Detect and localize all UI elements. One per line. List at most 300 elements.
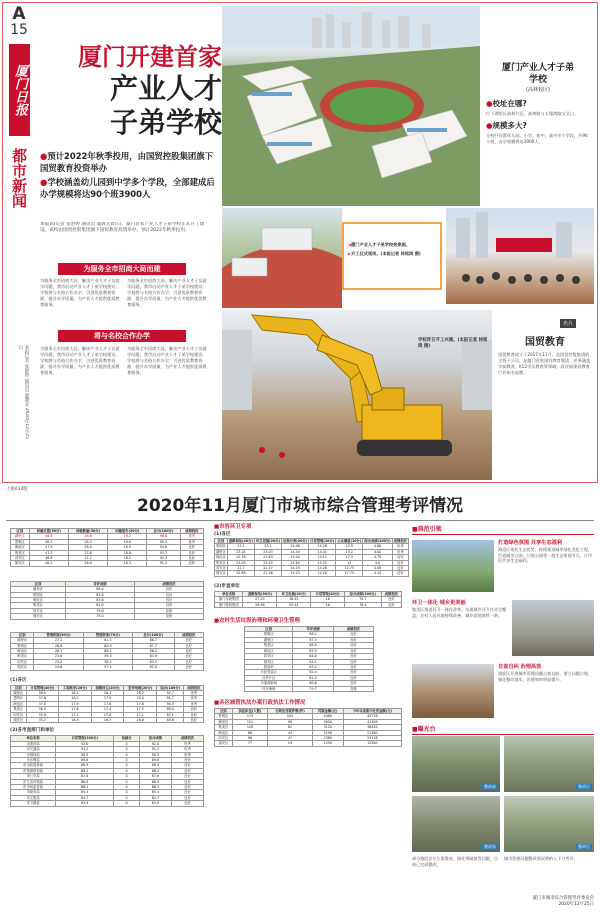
table-cell: 23118 bbox=[343, 735, 401, 740]
table-row bbox=[11, 665, 204, 670]
table-header-cell: 区别 bbox=[11, 632, 34, 637]
table-cell: 14.26 bbox=[309, 544, 336, 549]
ceremony-illustration bbox=[446, 208, 594, 304]
table-cell: 0 bbox=[114, 758, 140, 763]
table-header-cell: 成绩档次 bbox=[180, 529, 204, 534]
table-cell: 85.6 bbox=[157, 717, 184, 722]
table-cell: 良好 bbox=[171, 795, 203, 800]
subhead-2: 将与名校合作办学 bbox=[58, 330, 186, 342]
table-cell: 优秀 bbox=[184, 701, 204, 706]
table-cell: 市卫健委 bbox=[11, 801, 56, 806]
table-cell: 14.62 bbox=[282, 560, 309, 565]
excavator-illustration bbox=[222, 310, 492, 480]
table-row bbox=[215, 602, 402, 607]
table-row bbox=[215, 741, 402, 746]
table-cell: 83.9 bbox=[56, 801, 114, 806]
table-cell: 湖里区 bbox=[11, 534, 30, 539]
table-header-cell: 日常管理(10分) bbox=[310, 539, 335, 543]
table-cell: 16.7 bbox=[91, 717, 124, 722]
table-cell: 良好 bbox=[171, 785, 203, 790]
table-header-cell: 公众满意(10分) bbox=[337, 539, 362, 543]
table-cell: 17.9 bbox=[91, 696, 124, 701]
table-cell: 优秀 bbox=[171, 741, 203, 746]
card-q1: ●校址在哪? bbox=[486, 99, 527, 108]
table-cell: 18.4 bbox=[59, 690, 92, 695]
campus-illustration bbox=[222, 208, 342, 308]
render-illustration bbox=[222, 6, 480, 206]
table-cell: 市交通局 bbox=[11, 747, 56, 752]
table-cell: 84.9 bbox=[133, 654, 174, 659]
table-row bbox=[245, 686, 374, 691]
table-cell: 17.9 bbox=[336, 555, 363, 560]
table-cell: 91.7 bbox=[157, 696, 184, 701]
table-row bbox=[245, 670, 374, 675]
table-cell: 88.9 bbox=[139, 763, 171, 768]
table-cell: 86 bbox=[232, 730, 268, 735]
table-row bbox=[11, 561, 204, 566]
body-col-3: 为服务全市招商大局，解决产业人才子女就学问题，我市启动产业人才子弟学校建设。学校将与名校合作办学，引进优质教育资源，提升办学质量，为产业人才提供优质教育服务。 bbox=[40, 346, 120, 375]
table-cell: 12.75 bbox=[336, 566, 363, 571]
card-a1: 位于湖里区高林片区，高林路与五缘湾路交叉口。 bbox=[486, 111, 579, 116]
ceremony-caption: ►开工仪式现场。(本报记者 林铭鸿 摄) bbox=[348, 251, 421, 257]
table-header-cell: 区别 bbox=[11, 685, 27, 690]
table-header-cell: 成绩档次 bbox=[393, 539, 407, 543]
table-cell: 48.8 bbox=[29, 534, 68, 539]
table-cell: 良好 bbox=[333, 681, 373, 686]
table-cell: 良好 bbox=[381, 602, 401, 607]
right-block-3 bbox=[498, 664, 594, 717]
right-h3: 自查自纠 治理高效 bbox=[498, 664, 542, 670]
table-header-cell: 考评成绩 bbox=[293, 627, 333, 632]
table-cell: 良好 bbox=[333, 675, 373, 680]
table-cell: 集美区 bbox=[216, 560, 226, 565]
org-text: 国贸教育成立于2017年11月，是国贸控股集团的全资子公司，是厦门首家国有教育集团，业务涵盖学前教育、K12学历教育等领域，获评福建省教育行业知名品牌。 bbox=[498, 352, 591, 375]
exposure-text-2: 城市管理问题整改情况将纳入下月考评。 bbox=[504, 856, 578, 861]
table-cell: 良好 bbox=[174, 643, 203, 648]
right-h1: 打造绿色氛围 共享生态福利 bbox=[498, 540, 563, 546]
table-header-cell: 区别 bbox=[215, 708, 233, 713]
table-cell: 及格 bbox=[134, 614, 203, 619]
table-cell: 96 bbox=[232, 735, 268, 740]
table-cell: 22.47 bbox=[254, 566, 281, 571]
page-number: A 15 bbox=[10, 4, 28, 38]
table-header-cell: 日常管理(100分) bbox=[56, 736, 114, 741]
table-cell: 79.7 bbox=[345, 597, 382, 602]
table-cell: 85.4 bbox=[139, 790, 171, 795]
body-col-2: 为服务全市招商大局，解决产业人才子女就学问题，我市启动产业人才子弟学校建设。学校将与名校合作办学，引进优质教育资源，提升办学质量，为产业人才提供优质教育服务。 bbox=[127, 278, 207, 307]
table-cell: 海沧区 bbox=[245, 648, 293, 653]
continued-from: 上接A14版 bbox=[6, 487, 28, 492]
table-cell: 0 bbox=[114, 768, 140, 773]
table-cell: 23.03 bbox=[254, 549, 281, 554]
table-cell: 41209 bbox=[343, 719, 401, 724]
table-cell: 0 bbox=[114, 795, 140, 800]
table-cell: 思明区 bbox=[11, 696, 27, 701]
table-cell: 湖里区 bbox=[215, 719, 233, 724]
table-cell: 87.7 bbox=[133, 643, 174, 648]
table-cell: 马銮湾新城 bbox=[245, 681, 293, 686]
table-cell: 173 bbox=[232, 714, 268, 719]
table-cell: 14.41 bbox=[309, 549, 336, 554]
table-cell: 4.79 bbox=[363, 555, 392, 560]
subhead-1: 为服务全市招商大局而建 bbox=[58, 263, 186, 275]
table-cell: 厦门市政集团 bbox=[215, 597, 243, 602]
body-col-4: 为服务全市招商大局，解决产业人才子女就学问题，我市启动产业人才子弟学校建设。学校将与名校合作办学，引进优质教育资源，提升办学质量，为产业人才提供优质教育服务。 bbox=[127, 346, 207, 375]
headline-line3: 子弟学校 bbox=[109, 106, 222, 139]
table-header-cell: 问题处置(50分) bbox=[29, 529, 68, 534]
table-header-cell: 管理机制(30分) bbox=[34, 632, 83, 637]
table-cell: 良好 bbox=[392, 566, 408, 571]
table-cell: 市文旅局 bbox=[11, 795, 56, 800]
table-cell: 优秀 bbox=[171, 752, 203, 757]
school-card bbox=[482, 6, 594, 236]
table-cell: 28.0 bbox=[68, 545, 107, 550]
table-cell: 海沧区 bbox=[11, 648, 34, 653]
table-cell: 2150 bbox=[312, 730, 343, 735]
table-cell: 45776 bbox=[343, 714, 401, 719]
table-cell: 24.6 bbox=[34, 665, 83, 670]
table-cell: 良好 bbox=[134, 587, 203, 592]
table-cell: 良好 bbox=[392, 571, 408, 576]
table-cell: 同安区 bbox=[245, 654, 293, 659]
table-cell: 思明区 bbox=[245, 632, 293, 637]
table-cell: 良好 bbox=[171, 774, 203, 779]
table-header-cell: 成绩档次 bbox=[171, 736, 203, 741]
table-cell: 良好 bbox=[171, 763, 203, 768]
table-cell: 市园林局 bbox=[11, 752, 56, 757]
table-cell: 思明区 bbox=[11, 643, 34, 648]
table-cell: 优秀 bbox=[392, 544, 408, 549]
table-header-cell: 区别 bbox=[11, 581, 66, 586]
table-cell: 17.6 bbox=[91, 701, 124, 706]
byline-vertical: 本报记者 张舒婷 通讯员 厦教宣 2020年12月25日 bbox=[18, 345, 29, 439]
body-col-1: 为服务全市招商大局，解决产业人才子女就学问题，我市启动产业人才子弟学校建设。学校将与名校合作办学，引进优质教育资源，提升办学质量，为产业人才提供优质教育服务。 bbox=[40, 278, 120, 307]
table-cell: 集美区 bbox=[11, 603, 66, 608]
table-cell: 1250 bbox=[312, 741, 343, 746]
table-cell: 91.3 bbox=[147, 561, 180, 566]
table-cell: 良好 bbox=[171, 779, 203, 784]
table-row bbox=[11, 801, 204, 806]
table-cell: 90.5 bbox=[56, 752, 114, 757]
table-cell: 151 bbox=[232, 719, 268, 724]
table-header-cell: 工地秩序(20分) bbox=[59, 685, 92, 690]
table-header-cell: 行政处罚案件数(件) bbox=[268, 708, 313, 713]
table-header-row bbox=[11, 685, 204, 690]
table-cell: 良好 bbox=[184, 717, 204, 722]
table-header-cell: 加减分 bbox=[114, 736, 140, 741]
table-cell: 27.2 bbox=[34, 638, 83, 643]
table-cell: 18.1 bbox=[91, 690, 124, 695]
table-header-cell: 道路保洁(50分) bbox=[243, 591, 277, 596]
right-photo-3 bbox=[412, 664, 494, 718]
exposure-text-1: 部分路段存在垃圾堆放、绿化带破损等问题，目前已完成整改。 bbox=[412, 856, 498, 867]
table-header-cell: 成绩档次 bbox=[134, 581, 203, 586]
table-cell: 92.7 bbox=[157, 690, 184, 695]
lead-paragraph: 本报讯(记者 张舒婷 通讯员 厦教宣)昨日，厦门首家产业人才子弟学校正式开工建设。该校由国贸控股集团旗下国贸教育投资举办，预计2022年秋季投用。 bbox=[40, 222, 205, 234]
table-cell: 14.18 bbox=[309, 571, 336, 576]
table-cell: 128 bbox=[232, 725, 268, 730]
table-cell: 79.6 bbox=[65, 608, 134, 613]
table-cell: 27.2 bbox=[68, 556, 107, 561]
org-card bbox=[498, 310, 592, 440]
table-cell: 57.4 bbox=[83, 665, 132, 670]
table-cell: 翔安区 bbox=[11, 717, 27, 722]
table-cell: 同安区 bbox=[11, 659, 34, 664]
table-cell: 良好 bbox=[171, 768, 203, 773]
org-title: 国贸教育 bbox=[525, 337, 565, 348]
table-cell: 61.5 bbox=[83, 638, 132, 643]
table-cell: 86.9 bbox=[139, 779, 171, 784]
headline bbox=[46, 42, 222, 140]
right-photo-2 bbox=[512, 600, 594, 656]
table-cell: 良好 bbox=[171, 758, 203, 763]
table-cell: 93.7 bbox=[147, 550, 180, 555]
table-header-cell: 综合(100分) bbox=[157, 685, 184, 690]
table-cell: 市水利局 bbox=[11, 758, 56, 763]
table-cell: 90.5 bbox=[139, 752, 171, 757]
table-row bbox=[245, 659, 374, 664]
right-block-2 bbox=[412, 600, 508, 651]
table-cell: 105 bbox=[268, 714, 313, 719]
table-header-cell: 综合成绩(100分) bbox=[364, 539, 391, 543]
table-row bbox=[245, 632, 374, 637]
table-cell: 良好 bbox=[392, 560, 408, 565]
table-cell: 良好 bbox=[174, 638, 203, 643]
table-cell: 良好 bbox=[174, 659, 203, 664]
table-cell: 22.83 bbox=[254, 555, 281, 560]
table-header-cell: 问题报告(20分) bbox=[108, 529, 147, 534]
table-cell: 良好 bbox=[333, 637, 373, 642]
ceremony-photo bbox=[446, 208, 594, 304]
right-header: ■典范引领 bbox=[412, 524, 594, 535]
table-header-cell: 道路保洁(40分) bbox=[228, 539, 253, 543]
card-q2: ●规模多大? bbox=[486, 121, 527, 130]
table-cell: 17.75 bbox=[336, 571, 363, 576]
table-rural bbox=[244, 626, 374, 692]
table-cell: 17.0 bbox=[91, 712, 124, 717]
table-cell: 86.8 bbox=[293, 643, 333, 648]
table-cell: 4.0 bbox=[363, 560, 392, 565]
table-cell: 良好 bbox=[180, 556, 204, 561]
table-cell: 优秀 bbox=[180, 534, 204, 539]
table-cell: 海沧区 bbox=[11, 598, 66, 603]
table-row bbox=[245, 648, 374, 653]
table-cell: 良好 bbox=[174, 654, 203, 659]
section-env: ■市容环卫专项 bbox=[214, 524, 252, 530]
table-cell: 0 bbox=[114, 779, 140, 784]
table-cell: 翔安区 bbox=[11, 665, 34, 670]
table-cell: 12500 bbox=[343, 741, 401, 746]
table-cell: 25.6 bbox=[34, 654, 83, 659]
table-cell: 85.9 bbox=[293, 648, 333, 653]
table-header-cell: 今年以来累计处罚金额(元) bbox=[343, 708, 401, 713]
table-cell: 94.8 bbox=[147, 545, 180, 550]
table-cell: 良好 bbox=[171, 801, 203, 806]
table-cell: 86.0 bbox=[65, 587, 134, 592]
table-cell: 4.88 bbox=[363, 544, 392, 549]
exposure-photo-3: 整改前 bbox=[412, 796, 500, 852]
paper-logo: 厦门日报 bbox=[9, 44, 30, 136]
headline-line2: 产业人才 bbox=[109, 72, 222, 105]
table-cell: 0 bbox=[114, 741, 140, 746]
table-cell: 海沧区 bbox=[11, 701, 27, 706]
table-cell: 22.7 bbox=[227, 566, 254, 571]
table-cell: 市资源规划局 bbox=[11, 768, 56, 773]
table-cell: 92.0 bbox=[139, 741, 171, 746]
table-cell: 18.2 bbox=[124, 690, 157, 695]
table-cell: 47.3 bbox=[29, 550, 68, 555]
table-cell: 21260 bbox=[343, 730, 401, 735]
table-cell: 良好 bbox=[333, 643, 373, 648]
table-cell: 12 bbox=[336, 560, 363, 565]
right-t1: 海沧区依托生态优势，持续推进城市绿化美化工程，打造城市公园、口袋公园等一批生态景观节点，让市民共享生态福利。 bbox=[498, 547, 593, 564]
table-cell: 海沧区 bbox=[215, 730, 233, 735]
table-header-cell: 综合成绩 bbox=[139, 736, 171, 741]
summary-item: ●预计2022年秋季投用，由国贸控股集团旗下国贸教育投资举办 bbox=[40, 151, 213, 173]
table-enforce bbox=[214, 708, 402, 747]
table-cell: 27.6 bbox=[68, 550, 107, 555]
table-cell: 同安区 bbox=[215, 735, 233, 740]
right-h2: 环卫一体化 城乡更美丽 bbox=[412, 600, 466, 606]
table-header-cell: 成绩档次 bbox=[174, 632, 203, 637]
table-cell: 良好 bbox=[184, 712, 204, 717]
table-cell: 35.44 bbox=[277, 602, 311, 607]
summary bbox=[40, 150, 218, 200]
table-cell: 翔安区 bbox=[245, 659, 293, 664]
table-row bbox=[11, 614, 204, 619]
table-cell: 良好 bbox=[174, 648, 203, 653]
table-cell: 海沧区 bbox=[11, 545, 30, 550]
card-title: 厦门产业人才子弟学校 bbox=[501, 63, 574, 85]
table-header-cell: 区别 bbox=[11, 529, 30, 534]
table-cell: 湖里区 bbox=[11, 690, 27, 695]
table-cell: 82 bbox=[268, 725, 313, 730]
table-cell: 海沧区 bbox=[216, 555, 226, 560]
table-cell: 26.1 bbox=[34, 648, 83, 653]
table-cell: 82.0 bbox=[65, 603, 134, 608]
table-header-cell: 区别 bbox=[215, 539, 228, 544]
table-cell: 92.5 bbox=[147, 556, 180, 561]
table-header-cell: 单位名称 bbox=[215, 591, 243, 596]
table-cell: 22.78 bbox=[227, 555, 254, 560]
table-cell: 26.9 bbox=[68, 561, 107, 566]
left-column bbox=[10, 528, 204, 807]
table-cell: 同安区 bbox=[216, 566, 226, 571]
table-cell: 集美区 bbox=[245, 643, 293, 648]
table-cell: 22.36 bbox=[254, 571, 281, 576]
table-cell: 22.69 bbox=[227, 571, 254, 576]
table-cell: 集美区 bbox=[11, 550, 30, 555]
table-cell: 及格 bbox=[333, 686, 373, 691]
table-cell: 80.6 bbox=[293, 681, 333, 686]
table-city bbox=[214, 591, 402, 608]
table-cell: 96.6 bbox=[147, 534, 180, 539]
section-rural: ■农村生活垃圾治理和环境卫生管理 bbox=[214, 618, 300, 625]
table-cell: 良好 bbox=[171, 790, 203, 795]
right-t2: 集美区推进环卫一体化改革，实现城乡环卫作业全覆盖，农村人居环境持续改善，城乡面貌焕然一新。 bbox=[412, 607, 507, 618]
table-cell: 自贸片区 bbox=[245, 675, 293, 680]
table-cell: 16.8 bbox=[124, 717, 157, 722]
table-cell: 12.9 bbox=[336, 544, 363, 549]
table-cell: 良好 bbox=[180, 545, 204, 550]
table-cell: 47 bbox=[268, 735, 313, 740]
table-cell: 优秀 bbox=[171, 747, 203, 752]
table-cell: 83.2 bbox=[293, 664, 333, 669]
table-cell: 良好 bbox=[134, 598, 203, 603]
table-cell: 0 bbox=[114, 752, 140, 757]
table-cell: 58.2 bbox=[83, 659, 132, 664]
right-header-2: ■曝光台 bbox=[412, 724, 594, 735]
card-subtitle: (高林校区) bbox=[526, 87, 550, 93]
table-cell: 79.7 bbox=[293, 686, 333, 691]
table-cell: 良好 bbox=[333, 670, 373, 675]
table-cell: 89.6 bbox=[139, 758, 171, 763]
table-cell: 翔安区 bbox=[216, 571, 226, 576]
table-header-cell: 日常管理(20分) bbox=[311, 591, 345, 596]
table-cell: 84.6 bbox=[293, 654, 333, 659]
table-cell: 77 bbox=[232, 741, 268, 746]
table-cell: 86.1 bbox=[56, 785, 114, 790]
table-header-cell: 垃圾分类(20分) bbox=[283, 539, 308, 543]
section-env-dist: (1)各区 bbox=[214, 532, 231, 537]
table-pass bbox=[10, 632, 204, 671]
table-cell: 83.2 bbox=[133, 659, 174, 664]
right-block-1 bbox=[498, 540, 594, 591]
card-a2: 全校共设置幼儿园、小学、初中、高中多个学段，共90个班，办学规模将达3900人。 bbox=[486, 133, 588, 144]
render-caption-box bbox=[342, 222, 442, 290]
render-caption: ◄厦门产业人才子弟学校效果图。 bbox=[348, 242, 410, 247]
table-cell: 思明区 bbox=[216, 544, 226, 549]
table-cell: 17.9 bbox=[59, 701, 92, 706]
table-cell: 良好 bbox=[333, 659, 373, 664]
table-cell: 优秀 bbox=[184, 696, 204, 701]
table-cell: 19.0 bbox=[108, 539, 147, 544]
table-cell: 19 bbox=[268, 741, 313, 746]
table-cell: 23.03 bbox=[227, 549, 254, 554]
table-cell: 46.1 bbox=[29, 561, 68, 566]
table-cell: 91.2 bbox=[139, 747, 171, 752]
table-cell: 86.1 bbox=[139, 785, 171, 790]
table-cell: 3120 bbox=[312, 725, 343, 730]
table-cell: 36.5 bbox=[26, 707, 59, 712]
table-cell: 26.98 bbox=[243, 602, 277, 607]
exposure-photo-2: 整改后 bbox=[504, 736, 594, 792]
table-cell: 市生态环境局 bbox=[11, 779, 56, 784]
table-cell: 16 bbox=[311, 597, 345, 602]
table-cell: 23.03 bbox=[227, 560, 254, 565]
table-row bbox=[245, 637, 374, 642]
table-header-cell: 管理效果(70分) bbox=[83, 632, 132, 637]
table-cell: 26.8 bbox=[34, 643, 83, 648]
headline-line1: 厦门开建首家 bbox=[78, 43, 222, 71]
table-cell: 23.1 bbox=[254, 544, 281, 549]
table-cell: 湖里区 bbox=[245, 637, 293, 642]
table-cell: 84.7 bbox=[56, 795, 114, 800]
table-cell: 环东海域 bbox=[245, 686, 293, 691]
table-cell: 良好 bbox=[134, 592, 203, 597]
table-cell: 0 bbox=[114, 747, 140, 752]
table-cell: 85.8 bbox=[65, 592, 134, 597]
table-cell: 3950 bbox=[312, 719, 343, 724]
table-cell: 翔安区 bbox=[11, 561, 30, 566]
exposure-photo-4: 整改后 bbox=[504, 796, 594, 852]
table-cell: 87.6 bbox=[139, 774, 171, 779]
table-cell: 0 bbox=[114, 774, 140, 779]
table-header-cell: 总分(100分) bbox=[147, 529, 180, 534]
report-title: 2020年11月厦门市城市综合管理考评情况 bbox=[137, 496, 463, 516]
table-cell: 0 bbox=[114, 790, 140, 795]
table-cell: 同安区 bbox=[11, 556, 30, 561]
